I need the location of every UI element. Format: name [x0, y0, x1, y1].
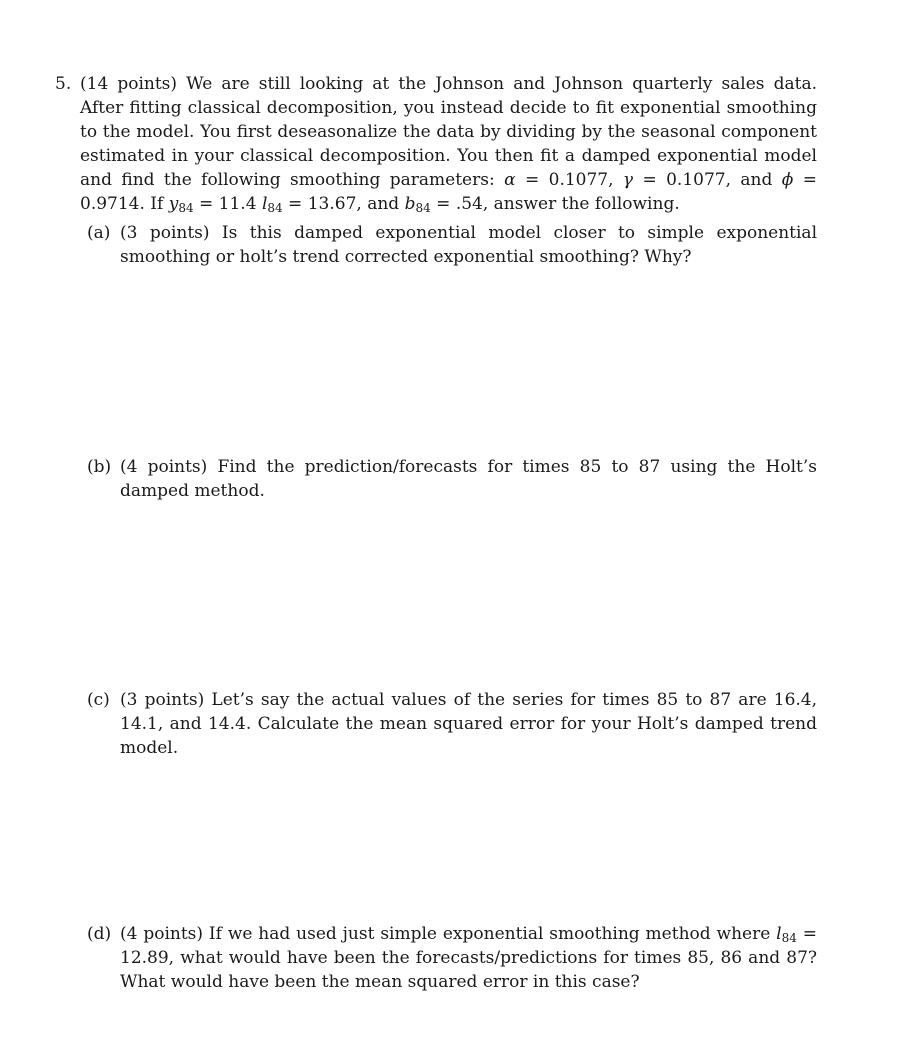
- b-value: .54: [455, 194, 483, 214]
- question-intro-text: We are still looking at the Johnson and Johnson quarterly sales data. After fitting classical decomposition, you instead decide to fit exponential smoothing to the model. You first deseasonalize the data by dividing by the seasonal component estimated in your classical decomposition. You then fit a damped exponential model and find the following smoothing parameters:: [80, 74, 817, 190]
- y-subscript: 84: [178, 201, 194, 215]
- part-c-label: (c): [87, 690, 110, 710]
- y-value: 11.4: [218, 194, 257, 214]
- alpha-value: 0.1077: [548, 170, 609, 190]
- part-d-text-after: what would have been the forecasts/predictions for times 85, 86 and 87? What would have been the mean squared error in this case?: [120, 948, 817, 992]
- if-word: If: [150, 194, 164, 214]
- part-d-l-subscript: 84: [781, 931, 797, 945]
- question-closing: answer the following.: [493, 194, 680, 214]
- part-d-text-before: If we had used just simple exponential smoothing method where: [208, 924, 771, 944]
- question-points: (14 points): [80, 74, 178, 94]
- part-a: [87, 221, 817, 269]
- part-d-l-symbol: l: [776, 924, 782, 944]
- and-word: and: [740, 170, 773, 190]
- part-b-label: (b): [87, 457, 112, 477]
- phi-value: 0.9714: [80, 194, 140, 214]
- l-subscript: 84: [267, 201, 283, 215]
- gamma-symbol: γ: [622, 170, 634, 190]
- b-symbol: b: [404, 194, 416, 214]
- l-symbol: l: [261, 194, 268, 214]
- part-b: [87, 455, 817, 503]
- part-a-text: Is this damped exponential model closer to simple exponential smoothing or holt’s trend corrected exponential smoothing? Why?: [120, 223, 818, 267]
- question-intro: (14 points) We are still looking at the Johnson and Johnson quarterly sales data. After fitting classical decomposition, you instead decide to fit exponential smoothing to the model. You first deseasonalize the data by dividing by the seasonal component estimated in your classical decomposition. You then fit a damped exponential model and find the following smoothing parameters: α = 0.1077, γ = 0.1077, and ϕ = 0.9714. If $y_{84} = 11.4$ $l_{84} = 13.67$, and $b_{84} = .54$, answer the following.: [80, 74, 817, 215]
- part-b-points: (4 points): [120, 457, 208, 477]
- l-value: 13.67: [307, 194, 357, 214]
- part-b-text: Find the prediction/forecasts for times 85 to 87 using the Holt’s damped method.: [120, 457, 818, 501]
- part-c-points: (3 points): [120, 690, 205, 710]
- and-word-2: and: [367, 194, 400, 214]
- part-d-label: (d): [87, 924, 112, 944]
- question-number: 5.: [55, 74, 72, 94]
- part-d-points: (4 points): [120, 924, 204, 944]
- gamma-value: 0.1077: [666, 170, 726, 190]
- part-c: [87, 688, 817, 760]
- phi-symbol: ϕ: [781, 170, 794, 190]
- b-subscript: 84: [415, 201, 431, 215]
- part-d-l-value: 12.89: [120, 948, 169, 968]
- part-a-label: (a): [87, 223, 111, 243]
- part-c-text: Let’s say the actual values of the series for times 85 to 87 are 16.4, 14.1, and 14.4. Calculate the mean squared error for your Holt’s damped trend model.: [120, 690, 818, 758]
- part-d: (d) (4 points) If we had used just simple exponential smoothing method where $l_{84} = 12.89$, what would have been the forecasts/predictions for times 85, 86 and 87? What would have been the mean squared error in this case?: [87, 924, 818, 992]
- alpha-symbol: α: [504, 170, 516, 190]
- y-symbol: y: [168, 194, 179, 214]
- part-a-points: (3 points): [120, 223, 210, 243]
